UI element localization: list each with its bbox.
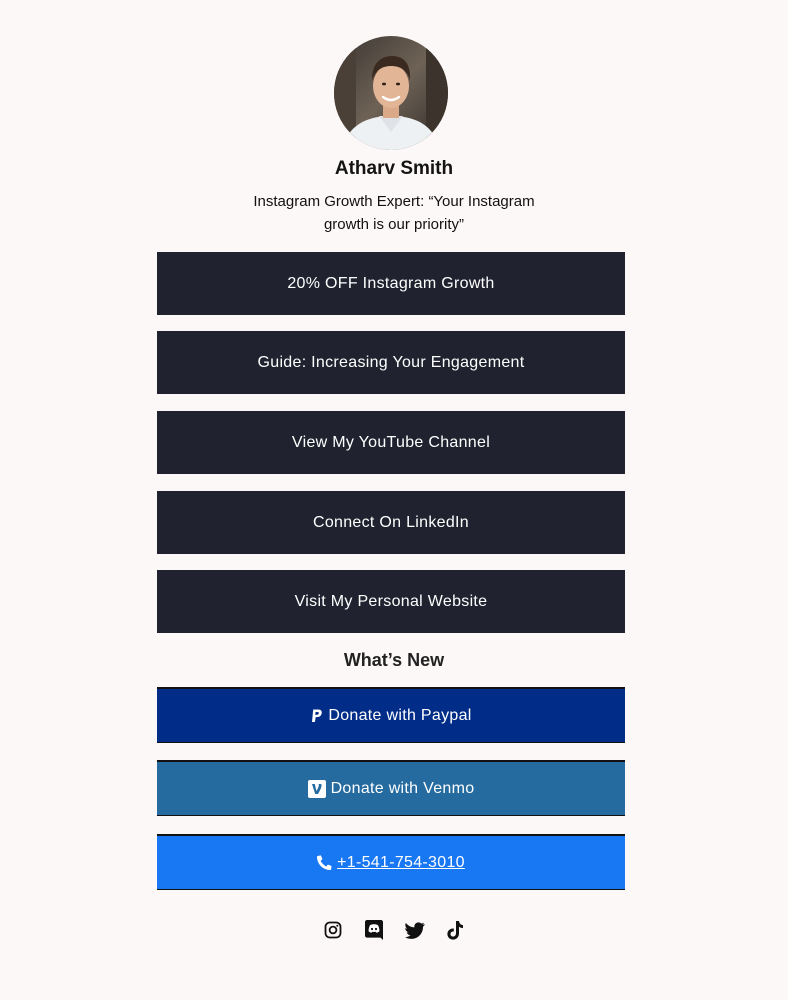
venmo-label: Donate with Venmo xyxy=(330,779,475,797)
link-button-youtube[interactable]: View My YouTube Channel xyxy=(157,411,625,474)
paypal-button[interactable] xyxy=(157,687,625,743)
phone-icon xyxy=(317,855,332,870)
twitter-icon[interactable] xyxy=(405,920,425,940)
link-button-engagement-guide[interactable]: Guide: Increasing Your Engagement xyxy=(157,331,625,394)
venmo-icon xyxy=(308,780,326,798)
link-button-personal-website[interactable]: Visit My Personal Website xyxy=(157,570,625,633)
link-button-instagram-growth[interactable]: 20% OFF Instagram Growth xyxy=(157,252,625,315)
tiktok-icon[interactable] xyxy=(446,920,466,940)
phone-button[interactable] xyxy=(157,834,625,890)
avatar xyxy=(334,36,448,150)
discord-icon[interactable] xyxy=(364,920,384,940)
section-title: What’s New xyxy=(343,650,445,670)
paypal-icon xyxy=(310,709,323,723)
phone-link[interactable]: +1-541-754-3010 xyxy=(337,853,465,871)
profile-bio: Instagram Growth Expert: “Your Instagram growth is our priority” xyxy=(253,193,535,233)
instagram-icon[interactable] xyxy=(323,920,343,940)
link-button-linkedin[interactable]: Connect On LinkedIn xyxy=(157,491,625,554)
paypal-label: Donate with Paypal xyxy=(328,706,472,724)
profile-name: Atharv Smith xyxy=(334,158,454,179)
social-icons xyxy=(0,920,788,940)
venmo-button[interactable] xyxy=(157,760,625,816)
